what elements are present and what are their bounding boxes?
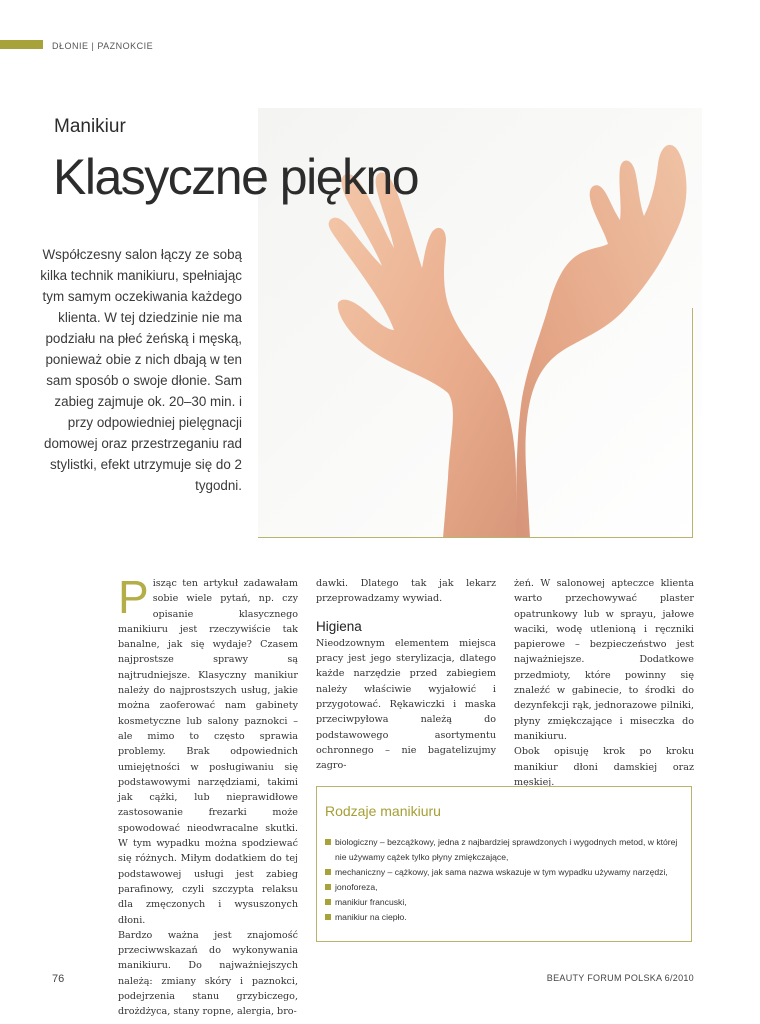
subheading-higiena: Higiena (316, 618, 362, 634)
body-column-3 (514, 576, 694, 790)
photo-frame-bottom (258, 537, 693, 538)
body-paragraph: Obok opisuję krok po kroku manikiur dłoni damskiej oraz męskiej. (514, 746, 694, 788)
page-number: 76 (52, 973, 65, 985)
section-label: DŁONIE | PAZNOKCIE (52, 41, 154, 51)
body-paragraph: dawki. Dlatego tak jak lekarz przeprowadzamy wywiad. (316, 578, 496, 605)
section-color-bar (0, 40, 43, 49)
list-item: manikiur na ciepło. (325, 910, 685, 925)
body-paragraph: żeń. W salonowej apteczce klienta warto przechowywać plaster opatrunkowy lub w sprayu, jałowe waciki, wodę utlenioną i ręczniki papierowe – bezpieczeństwo jest najważniejsze. Dodatkowe przedmioty, które powinny się znaleźć w gabinecie, to środki do dezynfekcji rąk, jednorazowe pilniki, płyny zmiękczające i miseczka do manikiuru. (514, 578, 694, 742)
list-item: mechaniczny – cążkowy, jak sama nazwa wskazuje w tym wypadku używamy narzędzi, (325, 865, 685, 880)
magazine-issue: BEAUTY FORUM POLSKA 6/2010 (546, 973, 694, 983)
body-column-2 (316, 576, 496, 774)
article-lead: Współczesny salon łączy ze sobą kilka technik manikiuru, spełniając tym samym oczekiwania każdego klienta. W tej dziedzinie nie ma podziału na płeć żeńską i męską, ponieważ obie z nich dbają w ten sam sposób o swoje dłonie. Sam zabieg zajmuje ok. 20–30 min. i przy odpowiedniej pielęgnacji domowej oraz przestrzeganiu rad stylistki, efekt utrzymuje się do 2 tygodni. (40, 247, 242, 493)
sidebar-box-manicure-types (316, 786, 692, 942)
manicure-types-list (325, 835, 685, 925)
photo-frame-right (692, 308, 693, 538)
sidebar-box-title: Rodzaje manikiuru (325, 803, 441, 819)
article-kicker: Manikiur (54, 116, 126, 137)
body-paragraph: Bardzo ważna jest znajomość przeciwwskazań do wykonywania manikiuru. Do najważniejszych należą: zmiany skóry i paznokci, podejrzenia stanu grzybiczego, drożdżyca, stany ropne, alergia, bro- (118, 929, 298, 1018)
list-item: manikiur francuski, (325, 895, 685, 910)
article-title: Klasyczne piękno (53, 149, 419, 205)
list-item: biologiczny – bezcążkowy, jedna z najbardziej sprawdzonych i wygodnych metod, w której nie używamy cążek tylko płyny zmiękczające, (325, 835, 685, 865)
body-column-1 (118, 571, 298, 1020)
body-paragraph: isząc ten artykuł zadawałam sobie wiele pytań, np. czy opisanie klasycznego manikiuru jest rzeczywiście tak banalne, jak się wydaje? Czasem najprostsze sprawy są najtrudniejsze. Klasyczny manikiur należy do najprostszych usług, jakie można zaoferować nam gabinety kosmetyczne lub salony paznokci – ale mimo to często sprawia problemy. Brak odpowiednich umiejętności w posługiwaniu się podstawowymi narzędziami, takimi jak cążki, lub nieprawidłowe zastosowanie frezarki może spowodować nieodwracalne skutki. W tym wypadku można spodziewać się różnych. Miłym dodatkiem do tej podstawowej usługi jest zabieg parafinowy, czyli szczypta relaksu dla zmęczonych i wysuszonych dłoni. (118, 578, 298, 926)
drop-cap: P (118, 571, 149, 623)
list-item: jonoforeza, (325, 880, 685, 895)
body-paragraph: Nieodzownym elementem miejsca pracy jest jego sterylizacja, dlatego każde narzędzie przed zabiegiem należy właściwie wyjałowić i przygotować. Rękawiczki i maska przeciwpyłowa należą do podstawowego asortymentu ochronnego – nie bagatelizujmy zagro- (316, 637, 496, 772)
